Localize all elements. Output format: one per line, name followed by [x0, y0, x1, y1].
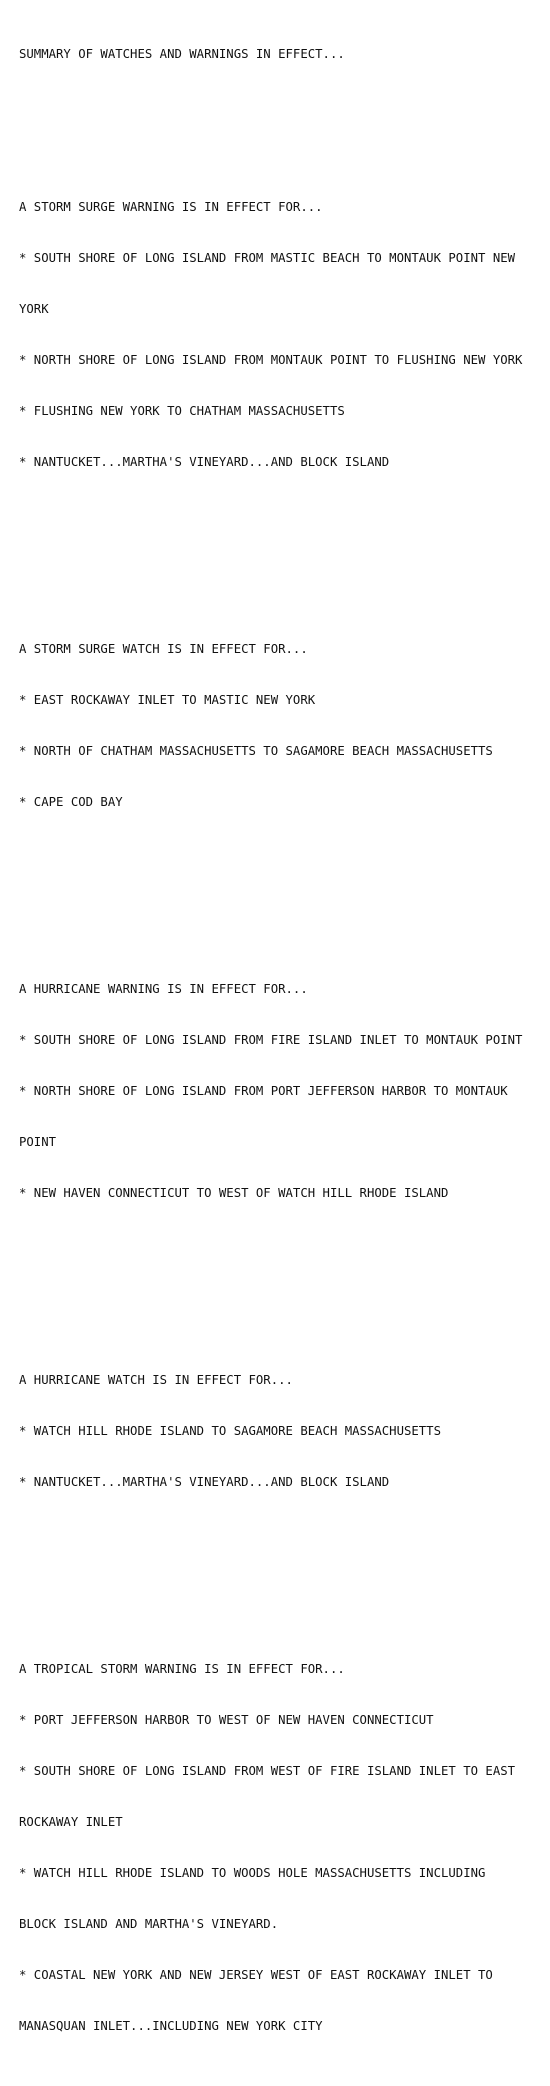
section-storm-surge-warning	[19, 165, 547, 505]
section-line: * FLUSHING NEW YORK TO CHATHAM MASSACHUSETTS	[19, 404, 345, 418]
section-heading: A STORM SURGE WATCH IS IN EFFECT FOR...	[19, 642, 308, 656]
section-line: * SOUTH SHORE OF LONG ISLAND FROM WEST OF FIRE ISLAND INLET TO EAST	[19, 1764, 516, 1778]
blank-line	[19, 539, 547, 556]
section-line: POINT	[19, 1135, 57, 1149]
section-storm-surge-watch	[19, 607, 547, 845]
section-line: * EAST ROCKAWAY INLET TO MASTIC NEW YORK	[19, 693, 316, 707]
section-heading: A HURRICANE WARNING IS IN EFFECT FOR...	[19, 982, 308, 996]
section-line: * NORTH SHORE OF LONG ISLAND FROM PORT JEFFERSON HARBOR TO MONTAUK	[19, 1084, 508, 1098]
section-line: ROCKAWAY INLET	[19, 1815, 123, 1829]
section-line: MANASQUAN INLET...INCLUDING NEW YORK CITY	[19, 2019, 323, 2033]
section-line: * COASTAL NEW YORK AND NEW JERSEY WEST OF EAST ROCKAWAY INLET TO	[19, 1968, 493, 1982]
section-line: * NANTUCKET...MARTHA'S VINEYARD...AND BLOCK ISLAND	[19, 455, 390, 469]
section-line: * CAPE COD BAY	[19, 795, 123, 809]
section-line: * NEW HAVEN CONNECTICUT TO WEST OF WATCH HILL RHODE ISLAND	[19, 1186, 449, 1200]
blank-line	[19, 879, 547, 896]
section-tropical-storm-warning	[19, 1627, 547, 2069]
section-line: * SOUTH SHORE OF LONG ISLAND FROM FIRE ISLAND INLET TO MONTAUK POINT	[19, 1033, 523, 1047]
section-line: * SOUTH SHORE OF LONG ISLAND FROM MASTIC BEACH TO MONTAUK POINT NEW	[19, 251, 516, 265]
section-line: * WATCH HILL RHODE ISLAND TO WOODS HOLE MASSACHUSETTS INCLUDING	[19, 1866, 486, 1880]
blank-line	[19, 1559, 547, 1576]
section-line: * PORT JEFFERSON HARBOR TO WEST OF NEW HAVEN CONNECTICUT	[19, 1713, 434, 1727]
section-line: * WATCH HILL RHODE ISLAND TO SAGAMORE BEACH MASSACHUSETTS	[19, 1424, 441, 1438]
section-hurricane-warning	[19, 947, 547, 1236]
blank-line	[19, 1270, 547, 1287]
section-heading: A HURRICANE WATCH IS IN EFFECT FOR...	[19, 1373, 293, 1387]
section-hurricane-watch	[19, 1338, 547, 1525]
bulletin-text	[19, 12, 547, 2086]
section-line: * NORTH OF CHATHAM MASSACHUSETTS TO SAGAMORE BEACH MASSACHUSETTS	[19, 744, 493, 758]
section-line: BLOCK ISLAND AND MARTHA'S VINEYARD.	[19, 1917, 279, 1931]
section-heading: A TROPICAL STORM WARNING IS IN EFFECT FOR...	[19, 1662, 345, 1676]
section-line: YORK	[19, 302, 49, 316]
section-line: * NANTUCKET...MARTHA'S VINEYARD...AND BLOCK ISLAND	[19, 1475, 390, 1489]
blank-line	[19, 97, 547, 114]
summary-title: SUMMARY OF WATCHES AND WARNINGS IN EFFECT...	[19, 47, 345, 61]
section-heading: A STORM SURGE WARNING IS IN EFFECT FOR...	[19, 200, 323, 214]
section-line: * NORTH SHORE OF LONG ISLAND FROM MONTAUK POINT TO FLUSHING NEW YORK	[19, 353, 523, 367]
